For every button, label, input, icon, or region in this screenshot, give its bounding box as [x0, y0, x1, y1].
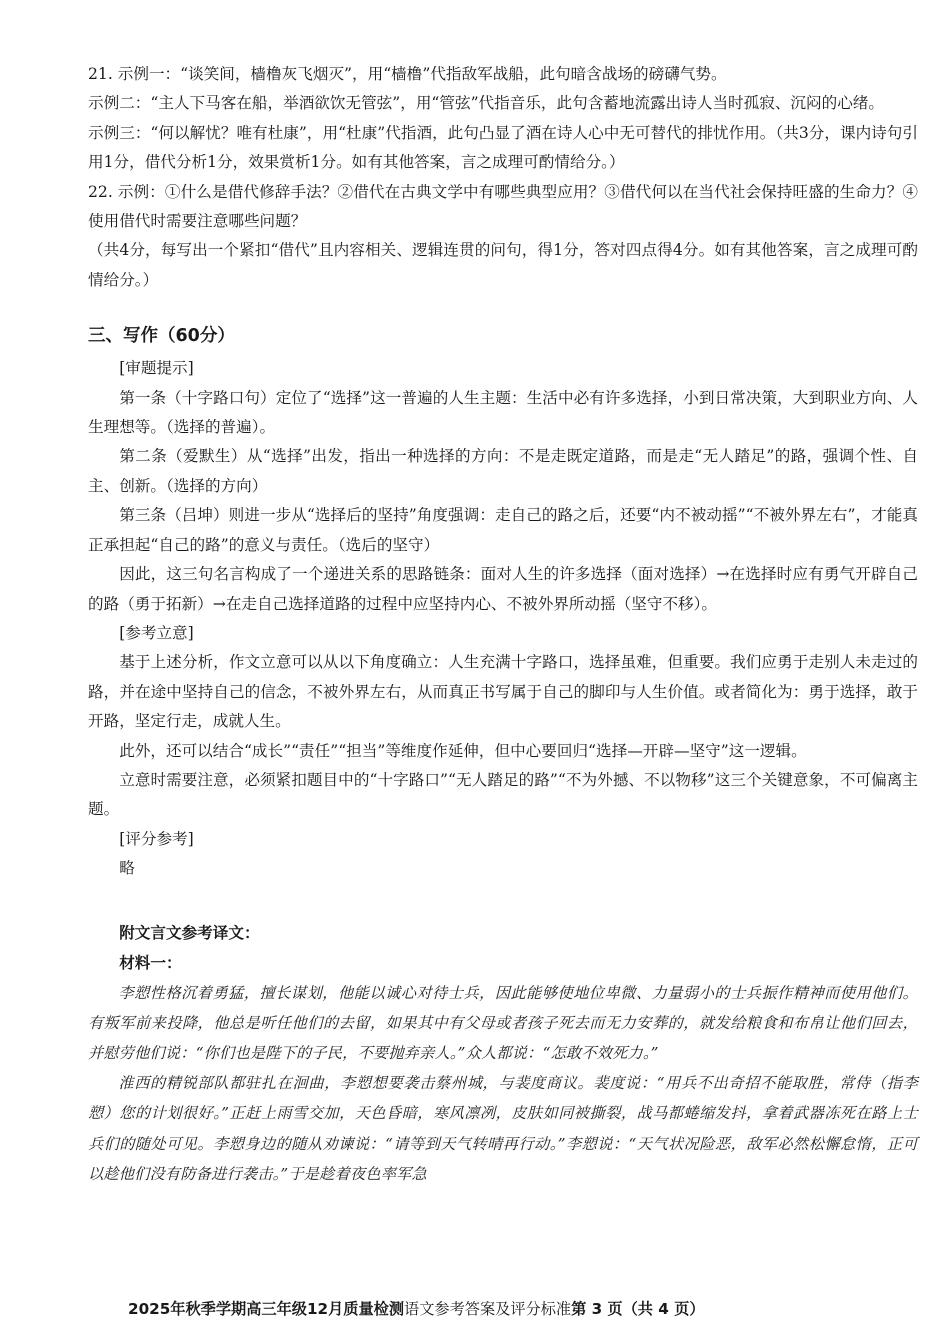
scoring-text: 略	[119, 859, 135, 878]
footer-exam-title: 2025年秋季学期高三年级12月质量检测	[128, 1300, 405, 1318]
appendix-subtitle: 材料一：	[119, 953, 182, 972]
translation-paragraph: 李愬性格沉着勇猛，擅长谋划，他能以诚心对待士兵，因此能够使地位卑微、力量弱小的士兵振作精神而使用他们。有叛军前来投降，他总是听任他们的去留，如果其中有父母或者孩子死去而无力安葬的，就发给粮食和布帛让他们回去，并慰劳他们说：“你们也是陛下的子民，不要抛弃亲人。”众人都说：“怎敢不效死力。”	[88, 983, 918, 1062]
tip-paragraph: 第三条（吕坤）则进一步从“选择后的坚持”角度强调：走自己的路之后，还要“内不被动摇”“不被外界左右”，才能真正承担起“自己的路”的意义与责任。（选后的坚守）	[88, 506, 918, 554]
tip-paragraph: 第一条（十字路口句）定位了“选择”这一普遍的人生主题：生活中必有许多选择，小到日常决策，大到职业方向、人生理想等。（选择的普遍）。	[88, 388, 918, 437]
footer-page-number: 第 3 页（共 4 页）	[571, 1300, 705, 1318]
page-footer	[128, 1297, 928, 1321]
translation-paragraph: 淮西的精锐部队都驻扎在洄曲，李愬想要袭击蔡州城，与裴度商议。裴度说：“用兵不出奇招不能取胜，常侍（指李愬）您的计划很好。”正赶上雨雪交加，天色昏暗，寒风凛冽，皮肤如同被撕裂，战马都蜷缩发抖，拿着武器冻死在路上士兵们的随处可见。李愬身边的随从劝谏说：“请等到天气转晴再行动。”李愬说：“天气状况险恶，敌军必然松懈怠惰，正可以趁他们没有防备进行袭击。”于是趁着夜色率军急	[88, 1074, 918, 1183]
tip-label: [审题提示]	[119, 359, 194, 378]
answer-22-scoring: （共4分，每写出一个紧扣“借代”且内容相关、逻辑连贯的问句，得1分，答对四点得4分。如有其他答案，言之成理可酌情给分。）	[88, 241, 918, 289]
answer-22: 22. 示例：①什么是借代修辞手法？②借代在古典文学中有哪些典型应用？③借代何以在当代社会保持旺盛的生命力？④使用借代时需要注意哪些问题？	[88, 182, 918, 231]
reference-paragraph: 此外，还可以结合“成长”“责任”“担当”等维度作延伸，但中心要回归“选择—开辟—坚守”这一逻辑。	[119, 741, 807, 760]
footer-doc-title: 语文参考答案及评分标准	[404, 1300, 572, 1318]
answer-21-example-1: 21. 示例一：“谈笑间，樯橹灰飞烟灭”，用“樯橹”代指敌军战船，此句暗含战场的磅礴气势。	[88, 65, 727, 83]
reference-paragraph: 立意时需要注意，必须紧扣题目中的“十字路口”“无人踏足的路”“不为外撼、不以物移”这三个关键意象，不可偏离主题。	[88, 770, 918, 819]
page-content	[88, 60, 918, 1189]
reference-label: [参考立意]	[119, 623, 194, 642]
scoring-label: [评分参考]	[119, 829, 194, 848]
tip-paragraph: 第二条（爱默生）从“选择”出发，指出一种选择的方向：不是走既定道路，而是走“无人踏足”的路，强调个性、自主、创新。（选择的方向）	[88, 447, 918, 495]
answer-21-example-2: 示例二：“主人下马客在船，举酒欲饮无管弦”，用“管弦”代指音乐，此句含蓄地流露出诗人当时孤寂、沉闷的心绪。	[88, 94, 884, 113]
appendix-title: 附文言文参考译文：	[119, 923, 260, 942]
reference-paragraph: 基于上述分析，作文立意可以从以下角度确立：人生充满十字路口，选择虽难，但重要。我们应勇于走别人未走过的路，并在途中坚持自己的信念，不被外界左右，从而真正书写属于自己的脚印与人生价值。或者简化为：勇于选择，敢于开路，坚定行走，成就人生。	[88, 653, 918, 731]
tip-paragraph: 因此，这三句名言构成了一个递进关系的思路链条：面对人生的许多选择（面对选择）→在选择时应有勇气开辟自己的路（勇于拓新）→在走自己选择道路的过程中应坚持内心、不被外界所动摇（坚守不移）。	[88, 565, 918, 613]
writing-section-heading: 三、写作（60分）	[88, 326, 235, 347]
answer-21-example-3: 示例三：“何以解忧？唯有杜康”，用“杜康”代指酒，此句凸显了酒在诗人心中无可替代的排忧作用。（共3分，课内诗句引用1分，借代分析1分，效果赏析1分。如有其他答案，言之成理可酌情给分。）	[88, 123, 918, 172]
